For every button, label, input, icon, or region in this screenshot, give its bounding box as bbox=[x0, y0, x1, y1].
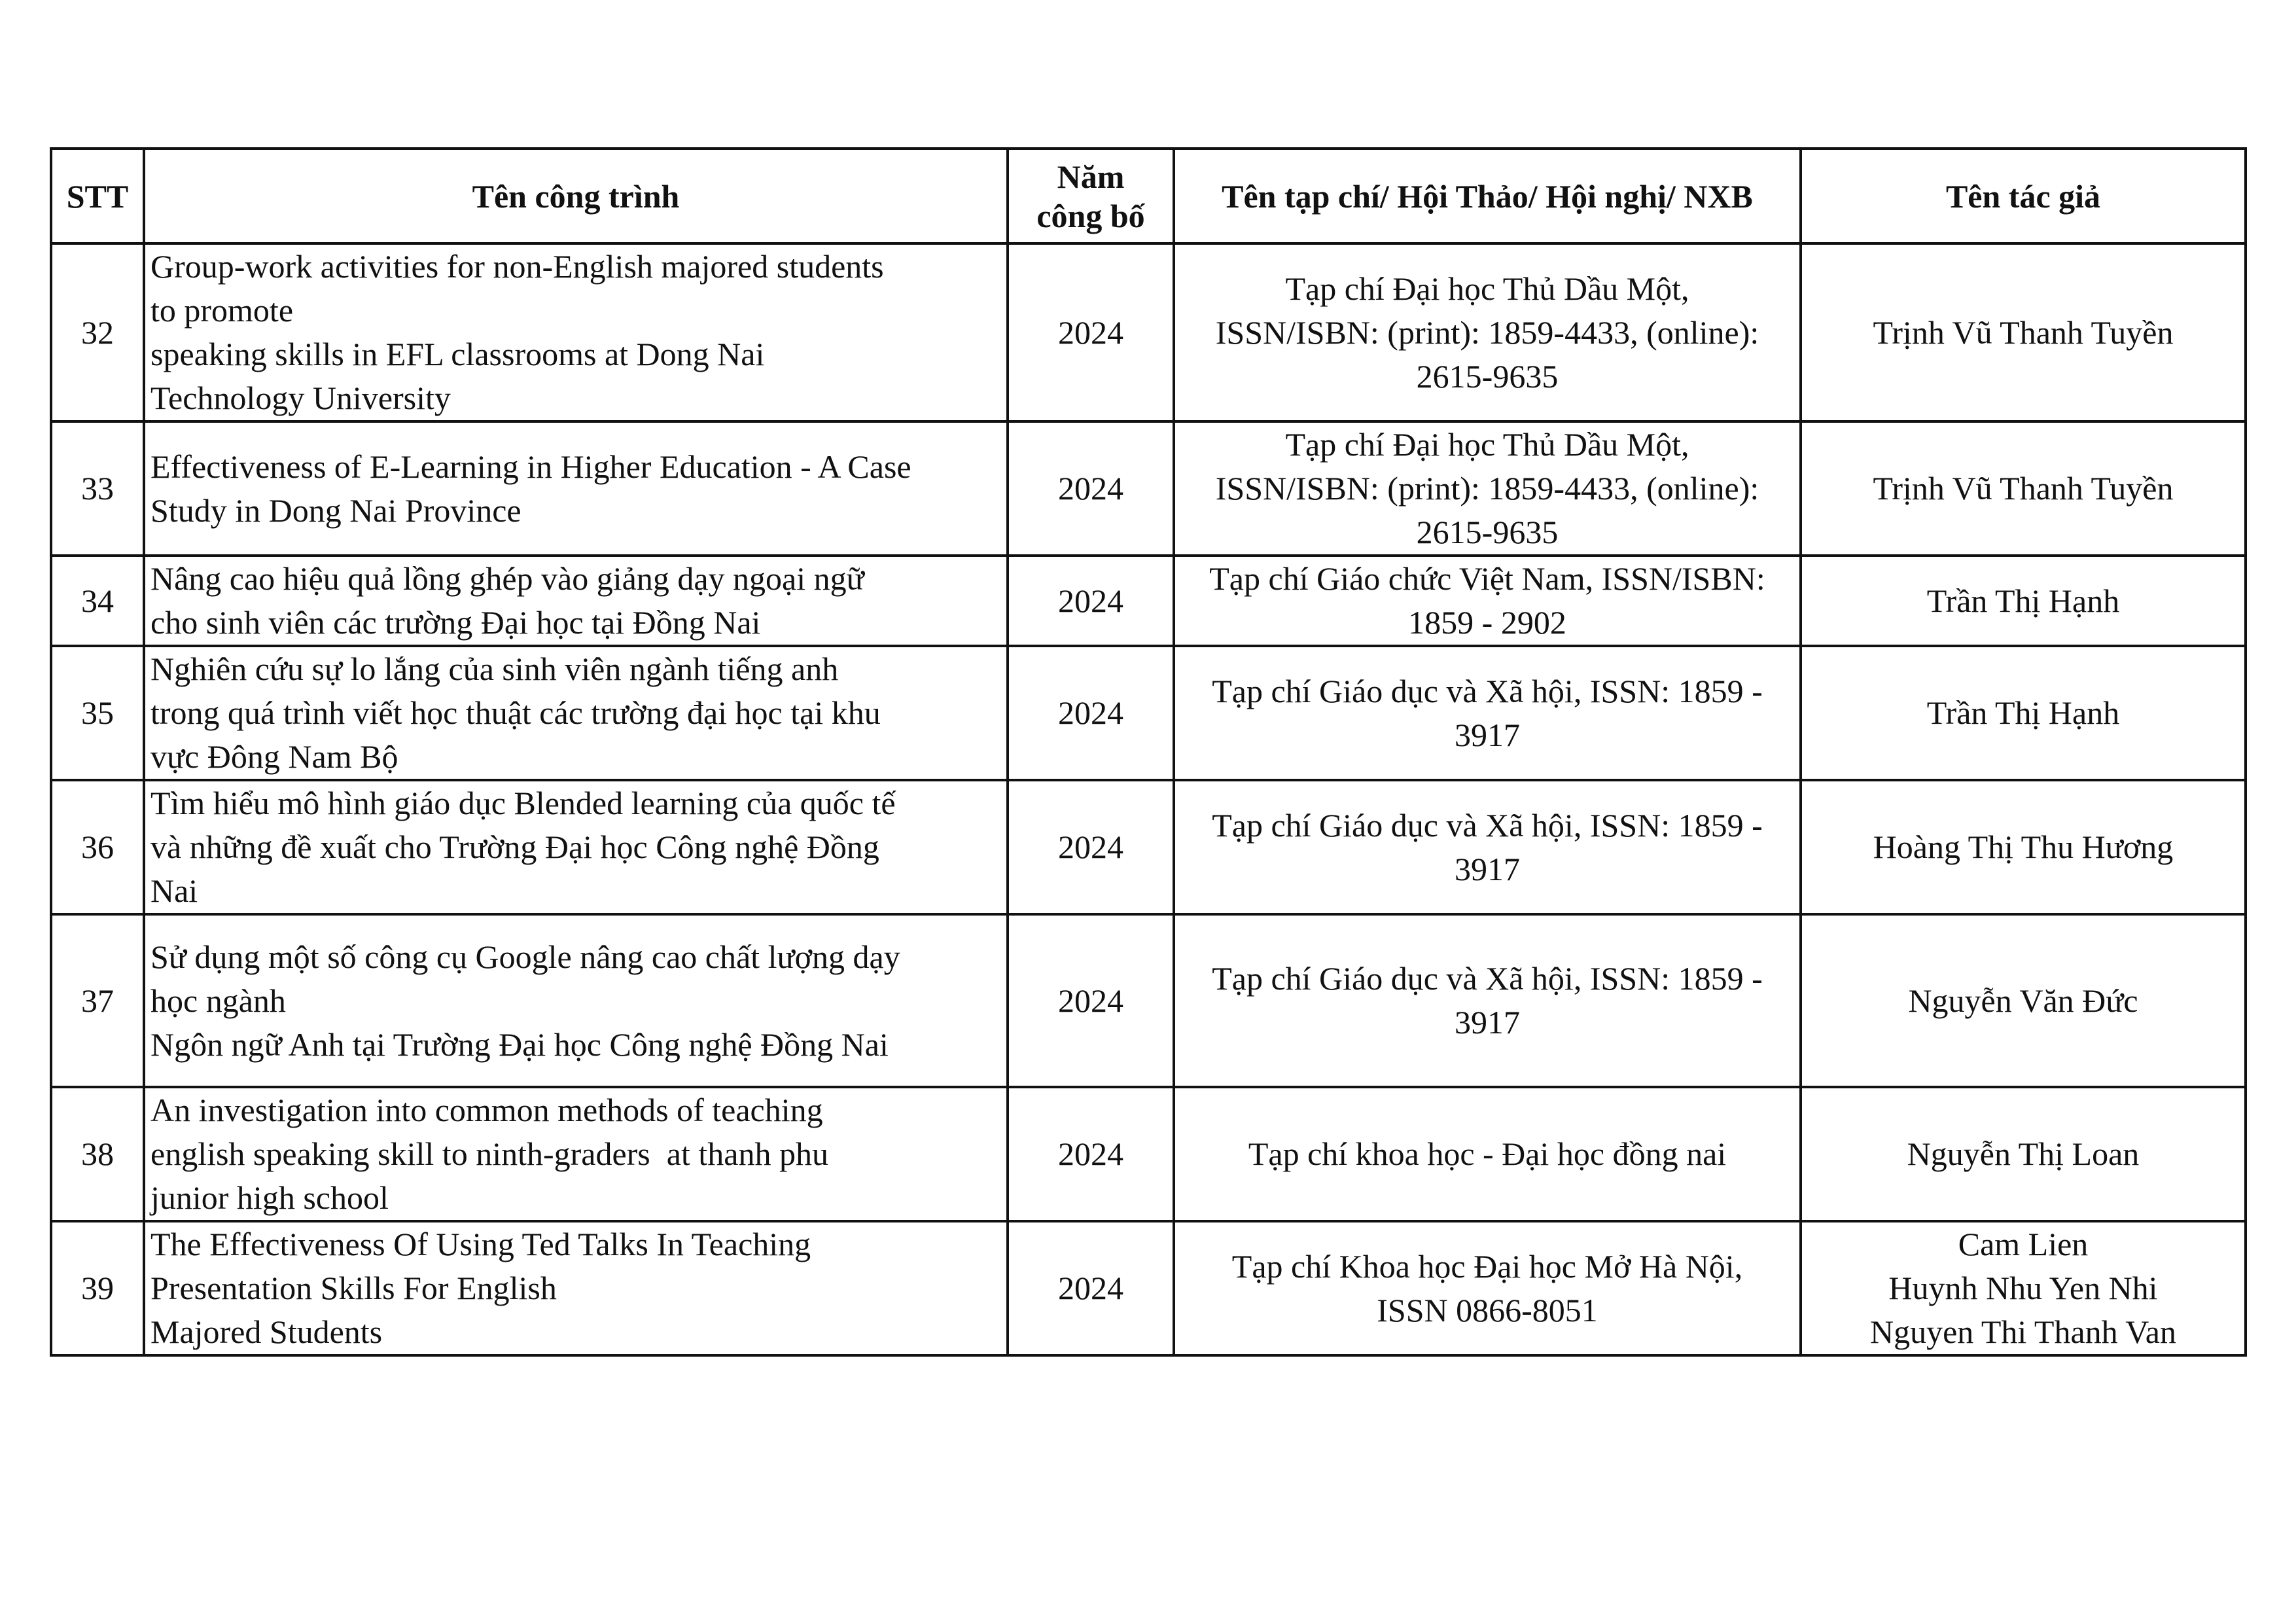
cell-stt: 38 bbox=[51, 1087, 144, 1221]
cell-author-line: Nguyễn Thị Loan bbox=[1907, 1135, 2140, 1172]
cell-venue bbox=[1174, 1087, 1801, 1221]
cell-venue-line: ISSN/ISBN: (print): 1859-4433, (online): bbox=[1215, 313, 1759, 351]
cell-year: 2024 bbox=[1008, 646, 1174, 780]
cell-title-line: An investigation into common methods of teaching bbox=[150, 1092, 823, 1128]
cell-venue bbox=[1174, 914, 1801, 1087]
cell-venue-line: 2615-9635 bbox=[1416, 514, 1559, 550]
cell-title-line: Ngôn ngữ Anh tại Trường Đại học Công nghệ Đồng Nai bbox=[150, 1026, 889, 1063]
header-title: Tên công trình bbox=[144, 149, 1008, 243]
header-year bbox=[1008, 149, 1174, 243]
cell-venue bbox=[1174, 1221, 1801, 1355]
cell-title-line: cho sinh viên các trường Đại học tại Đồng Nai bbox=[150, 604, 761, 641]
cell-title bbox=[144, 421, 1008, 556]
table-row bbox=[51, 243, 2246, 421]
cell-title-line: junior high school bbox=[150, 1179, 389, 1216]
cell-author bbox=[1801, 243, 2246, 421]
cell-title-line: Nâng cao hiệu quả lồng ghép vào giảng dạy ngoại ngữ bbox=[150, 560, 864, 597]
cell-venue bbox=[1174, 243, 1801, 421]
cell-author-line: Hoàng Thị Thu Hương bbox=[1873, 829, 2174, 865]
cell-title bbox=[144, 556, 1008, 646]
cell-year: 2024 bbox=[1008, 556, 1174, 646]
cell-venue-line: ISSN/ISBN: (print): 1859-4433, (online): bbox=[1215, 470, 1759, 507]
cell-author bbox=[1801, 1221, 2246, 1355]
cell-title-line: trong quá trình viết học thuật các trường đại học tại khu bbox=[150, 694, 881, 731]
cell-title-line: The Effectiveness Of Using Ted Talks In Teaching bbox=[150, 1226, 811, 1262]
cell-title-line: Majored Students bbox=[150, 1313, 383, 1350]
cell-title-line: vực Đông Nam Bộ bbox=[150, 738, 398, 775]
cell-stt: 36 bbox=[51, 780, 144, 914]
cell-venue-line: Tạp chí khoa học - Đại học đồng nai bbox=[1248, 1135, 1727, 1172]
cell-title bbox=[144, 780, 1008, 914]
cell-title-line: học ngành bbox=[150, 982, 286, 1019]
cell-venue-line: Tạp chí Giáo dục và Xã hội, ISSN: 1859 - bbox=[1212, 960, 1763, 997]
cell-year: 2024 bbox=[1008, 1221, 1174, 1355]
cell-venue-line: Tạp chí Giáo dục và Xã hội, ISSN: 1859 - bbox=[1212, 672, 1763, 709]
cell-author bbox=[1801, 780, 2246, 914]
cell-author bbox=[1801, 914, 2246, 1087]
cell-venue bbox=[1174, 556, 1801, 646]
cell-author-line: Nguyễn Văn Đức bbox=[1908, 982, 2138, 1019]
table-row bbox=[51, 1087, 2246, 1221]
cell-year: 2024 bbox=[1008, 780, 1174, 914]
cell-venue-line: Tạp chí Giáo chức Việt Nam, ISSN/ISBN: bbox=[1209, 560, 1765, 597]
cell-author bbox=[1801, 646, 2246, 780]
cell-stt: 37 bbox=[51, 914, 144, 1087]
cell-year: 2024 bbox=[1008, 421, 1174, 556]
cell-venue bbox=[1174, 421, 1801, 556]
cell-title-line: Study in Dong Nai Province bbox=[150, 491, 521, 529]
cell-title-line: Nai bbox=[150, 872, 198, 909]
header-row bbox=[51, 149, 2246, 243]
cell-title bbox=[144, 1221, 1008, 1355]
table-row bbox=[51, 421, 2246, 556]
table-body bbox=[51, 243, 2246, 1355]
table-row bbox=[51, 556, 2246, 646]
cell-author-line: Trần Thị Hạnh bbox=[1926, 694, 2120, 731]
cell-venue-line: Tạp chí Đại học Thủ Dầu Một, bbox=[1285, 426, 1689, 463]
cell-title-line: Nghiên cứu sự lo lắng của sinh viên ngành tiếng anh bbox=[150, 651, 839, 687]
cell-author bbox=[1801, 421, 2246, 556]
cell-title-line: Tìm hiểu mô hình giáo dục Blended learning của quốc tế bbox=[150, 785, 896, 821]
publications-table bbox=[50, 147, 2247, 1357]
cell-year: 2024 bbox=[1008, 243, 1174, 421]
cell-stt: 34 bbox=[51, 556, 144, 646]
header-venue: Tên tạp chí/ Hội Thảo/ Hội nghị/ NXB bbox=[1174, 149, 1801, 243]
table-header bbox=[51, 149, 2246, 243]
cell-title-line: Presentation Skills For English bbox=[150, 1270, 557, 1306]
table-row bbox=[51, 780, 2246, 914]
cell-stt: 32 bbox=[51, 243, 144, 421]
header-year-line: Năm bbox=[1057, 158, 1125, 195]
header-stt: STT bbox=[51, 149, 144, 243]
cell-venue-line: Tạp chí Đại học Thủ Dầu Một, bbox=[1285, 270, 1689, 307]
cell-stt: 35 bbox=[51, 646, 144, 780]
cell-title-line: và những đề xuất cho Trường Đại học Công nghệ Đồng bbox=[150, 829, 879, 865]
cell-venue-line: 1859 - 2902 bbox=[1408, 604, 1566, 641]
cell-venue-line: 3917 bbox=[1455, 850, 1520, 887]
cell-title-line: to promote bbox=[150, 292, 294, 329]
cell-venue-line: Tạp chí Giáo dục và Xã hội, ISSN: 1859 - bbox=[1212, 806, 1763, 844]
cell-stt: 33 bbox=[51, 421, 144, 556]
cell-year: 2024 bbox=[1008, 914, 1174, 1087]
cell-title-line: english speaking skill to ninth-graders at thanh phu bbox=[150, 1135, 828, 1172]
cell-author bbox=[1801, 1087, 2246, 1221]
cell-venue-line: ISSN 0866-8051 bbox=[1377, 1291, 1598, 1329]
cell-author-line: Cam Lien bbox=[1958, 1226, 2089, 1262]
table-row bbox=[51, 646, 2246, 780]
cell-author-line: Nguyen Thi Thanh Van bbox=[1869, 1313, 2177, 1350]
cell-venue-line: Tạp chí Khoa học Đại học Mở Hà Nội, bbox=[1231, 1247, 1743, 1285]
cell-venue-line: 3917 bbox=[1455, 716, 1520, 753]
cell-venue bbox=[1174, 780, 1801, 914]
cell-author bbox=[1801, 556, 2246, 646]
table-row bbox=[51, 914, 2246, 1087]
cell-title-line: speaking skills in EFL classrooms at Dong Nai bbox=[150, 336, 765, 372]
header-author: Tên tác giả bbox=[1801, 149, 2246, 243]
cell-title bbox=[144, 243, 1008, 421]
cell-author-line: Trần Thị Hạnh bbox=[1926, 582, 2120, 619]
cell-venue-line: 2615-9635 bbox=[1416, 357, 1559, 395]
cell-title bbox=[144, 1087, 1008, 1221]
cell-title-line: Sử dụng một số công cụ Google nâng cao chất lượng dạy bbox=[150, 938, 900, 975]
cell-venue-line: 3917 bbox=[1455, 1004, 1520, 1041]
cell-title-line: Technology University bbox=[150, 380, 451, 416]
cell-author-line: Trịnh Vũ Thanh Tuyền bbox=[1873, 470, 2174, 507]
cell-stt: 39 bbox=[51, 1221, 144, 1355]
cell-author-line: Trịnh Vũ Thanh Tuyền bbox=[1873, 313, 2174, 351]
cell-title-line: Effectiveness of E-Learning in Higher Education - A Case bbox=[150, 448, 911, 485]
cell-title bbox=[144, 646, 1008, 780]
header-year-line: công bố bbox=[1036, 197, 1145, 234]
cell-title-line: Group-work activities for non-English majored students bbox=[150, 248, 884, 285]
table-row bbox=[51, 1221, 2246, 1355]
cell-author-line: Huynh Nhu Yen Nhi bbox=[1888, 1270, 2158, 1306]
cell-year: 2024 bbox=[1008, 1087, 1174, 1221]
cell-title bbox=[144, 914, 1008, 1087]
cell-venue bbox=[1174, 646, 1801, 780]
